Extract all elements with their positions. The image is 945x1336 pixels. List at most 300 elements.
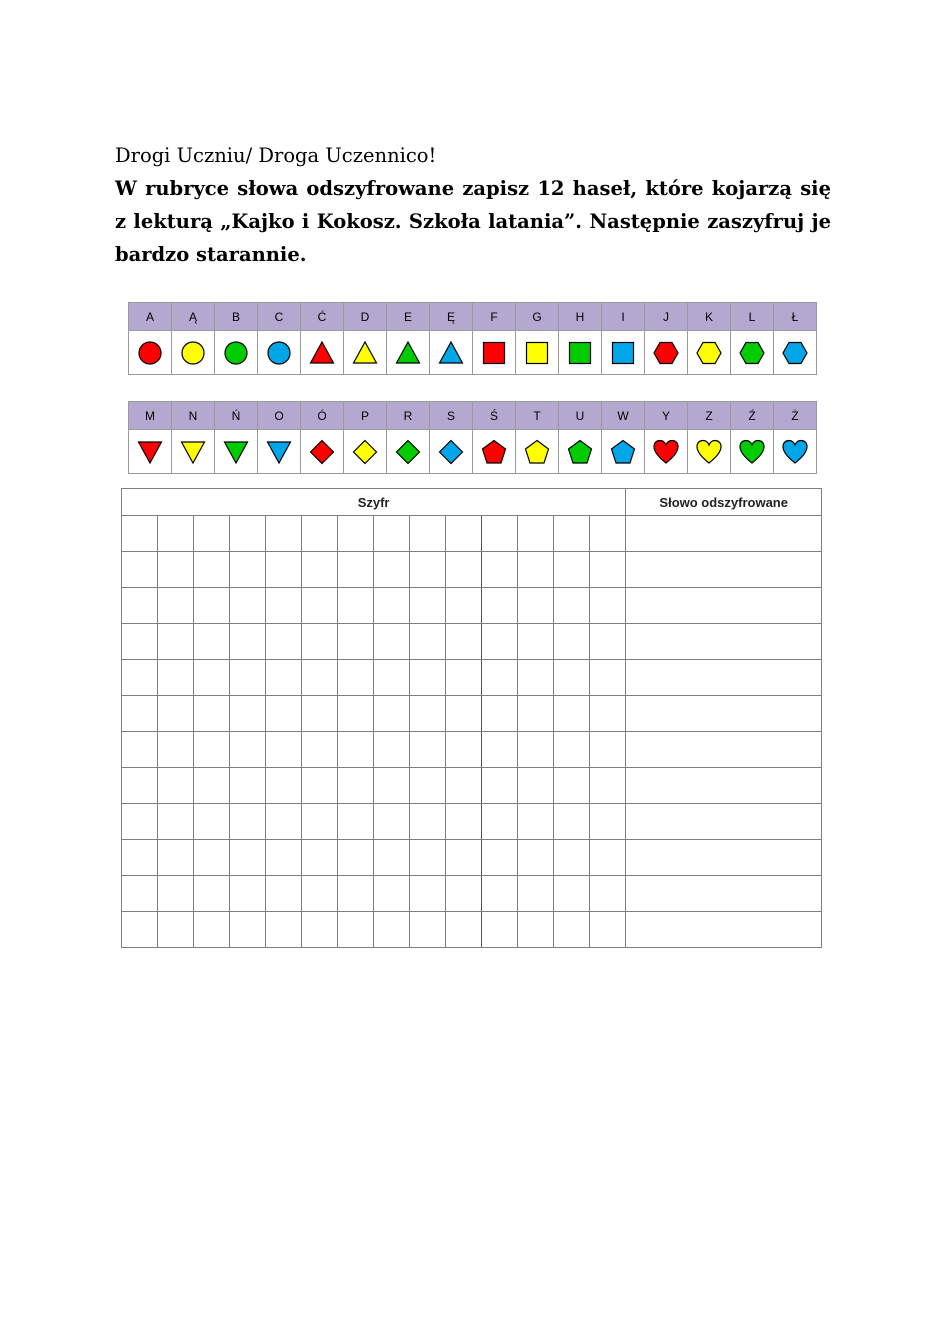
cipher-cell[interactable] <box>122 768 158 804</box>
cipher-cell[interactable] <box>482 876 518 912</box>
key-symbol-cell <box>516 430 559 474</box>
key-symbol-cell <box>172 331 215 375</box>
cipher-cell[interactable] <box>518 552 554 588</box>
cipher-cell[interactable] <box>374 804 410 840</box>
cipher-cell[interactable] <box>158 732 194 768</box>
cipher-cell[interactable] <box>266 552 302 588</box>
cipher-cell[interactable] <box>590 840 626 876</box>
cipher-cell[interactable] <box>122 876 158 912</box>
blue-pentagon-icon <box>610 439 636 465</box>
cipher-cell[interactable] <box>230 660 266 696</box>
cipher-cell[interactable] <box>410 912 446 948</box>
answer-row <box>122 912 822 948</box>
yellow-hexagon-icon <box>696 340 722 366</box>
cipher-cell[interactable] <box>410 768 446 804</box>
cipher-cell[interactable] <box>158 552 194 588</box>
cipher-cell[interactable] <box>338 840 374 876</box>
cipher-cell[interactable] <box>158 516 194 552</box>
cipher-cell[interactable] <box>554 516 590 552</box>
answer-table-header <box>122 489 822 516</box>
cipher-cell[interactable] <box>554 732 590 768</box>
cipher-cell[interactable] <box>374 840 410 876</box>
key-letter-ą: Ą <box>172 303 215 331</box>
cipher-cell[interactable] <box>482 768 518 804</box>
key-letter-c: C <box>258 303 301 331</box>
cipher-cell[interactable] <box>338 912 374 948</box>
cipher-cell[interactable] <box>590 696 626 732</box>
cipher-cell[interactable] <box>518 660 554 696</box>
cipher-cell[interactable] <box>374 552 410 588</box>
cipher-cell[interactable] <box>518 624 554 660</box>
cipher-cell[interactable] <box>194 516 230 552</box>
cipher-cell[interactable] <box>482 840 518 876</box>
cipher-cell[interactable] <box>194 588 230 624</box>
cipher-cell[interactable] <box>302 876 338 912</box>
key-symbol-cell <box>473 331 516 375</box>
cipher-cell[interactable] <box>554 768 590 804</box>
key-letter-b: B <box>215 303 258 331</box>
decoded-word-cell[interactable] <box>626 768 822 804</box>
green-triangle-down-icon <box>223 439 249 465</box>
red-triangle-icon <box>309 340 335 366</box>
cipher-cell[interactable] <box>194 768 230 804</box>
cipher-cell[interactable] <box>158 912 194 948</box>
cipher-cell[interactable] <box>518 696 554 732</box>
yellow-heart-icon <box>696 439 722 465</box>
decoded-word-cell[interactable] <box>626 660 822 696</box>
cipher-cell[interactable] <box>590 660 626 696</box>
blue-heart-icon <box>782 439 808 465</box>
cipher-cell[interactable] <box>446 660 482 696</box>
cipher-cell[interactable] <box>122 552 158 588</box>
cipher-cell[interactable] <box>554 912 590 948</box>
answer-row <box>122 696 822 732</box>
cipher-cell[interactable] <box>158 696 194 732</box>
green-pentagon-icon <box>567 439 593 465</box>
key-letter-ź: Ź <box>731 402 774 430</box>
key-symbol-cell <box>645 331 688 375</box>
cipher-cell[interactable] <box>482 588 518 624</box>
cipher-cell[interactable] <box>554 876 590 912</box>
answer-row <box>122 516 822 552</box>
key-symbol-cell <box>774 430 817 474</box>
cipher-cell[interactable] <box>374 660 410 696</box>
yellow-triangle-down-icon <box>180 439 206 465</box>
greeting: Drogi Uczniu/ Droga Uczennico! <box>115 144 437 167</box>
cipher-cell[interactable] <box>230 588 266 624</box>
cipher-cell[interactable] <box>446 840 482 876</box>
yellow-triangle-icon <box>352 340 378 366</box>
yellow-pentagon-icon <box>524 439 550 465</box>
symbol-row <box>129 430 817 474</box>
key-letter-ę: Ę <box>430 303 473 331</box>
key-letter-h: H <box>559 303 602 331</box>
key-letter-ń: Ń <box>215 402 258 430</box>
key-symbol-cell <box>344 331 387 375</box>
cipher-cell[interactable] <box>158 804 194 840</box>
answer-row <box>122 804 822 840</box>
cipher-cell[interactable] <box>446 588 482 624</box>
cipher-cell[interactable] <box>374 588 410 624</box>
decoded-word-cell[interactable] <box>626 876 822 912</box>
cipher-cell[interactable] <box>446 516 482 552</box>
cipher-cell[interactable] <box>410 732 446 768</box>
cipher-cell[interactable] <box>266 624 302 660</box>
cipher-cell[interactable] <box>374 624 410 660</box>
red-circle-icon <box>137 340 163 366</box>
key-symbol-cell <box>129 331 172 375</box>
cipher-cell[interactable] <box>266 696 302 732</box>
cipher-cell[interactable] <box>266 876 302 912</box>
cipher-cell[interactable] <box>446 732 482 768</box>
letter-row <box>129 303 817 331</box>
key-symbol-cell <box>559 430 602 474</box>
cipher-cell[interactable] <box>446 624 482 660</box>
blue-diamond-icon <box>438 439 464 465</box>
cipher-cell[interactable] <box>194 732 230 768</box>
cipher-cell[interactable] <box>122 588 158 624</box>
cipher-cell[interactable] <box>554 552 590 588</box>
key-symbol-cell <box>301 430 344 474</box>
cipher-cell[interactable] <box>158 768 194 804</box>
answer-row <box>122 876 822 912</box>
cipher-cell[interactable] <box>266 912 302 948</box>
cipher-cell[interactable] <box>410 516 446 552</box>
key-symbol-cell <box>731 430 774 474</box>
cipher-cell[interactable] <box>122 804 158 840</box>
cipher-cell[interactable] <box>410 624 446 660</box>
cipher-cell[interactable] <box>446 876 482 912</box>
cipher-cell[interactable] <box>518 768 554 804</box>
cipher-cell[interactable] <box>554 588 590 624</box>
cipher-cell[interactable] <box>446 552 482 588</box>
cipher-cell[interactable] <box>446 912 482 948</box>
decoded-word-cell[interactable] <box>626 516 822 552</box>
cipher-cell[interactable] <box>446 696 482 732</box>
cipher-cell[interactable] <box>122 840 158 876</box>
cipher-cell[interactable] <box>374 732 410 768</box>
cipher-cell[interactable] <box>410 660 446 696</box>
yellow-diamond-icon <box>352 439 378 465</box>
key-symbol-cell <box>559 331 602 375</box>
key-letter-u: U <box>559 402 602 430</box>
cipher-cell[interactable] <box>338 696 374 732</box>
green-heart-icon <box>739 439 765 465</box>
key-letter-y: Y <box>645 402 688 430</box>
cipher-cell[interactable] <box>482 912 518 948</box>
cipher-cell[interactable] <box>230 516 266 552</box>
cipher-cell[interactable] <box>158 840 194 876</box>
cipher-cell[interactable] <box>410 876 446 912</box>
cipher-cell[interactable] <box>518 804 554 840</box>
cipher-cell[interactable] <box>518 840 554 876</box>
cipher-cell[interactable] <box>302 516 338 552</box>
cipher-cell[interactable] <box>410 804 446 840</box>
green-hexagon-icon <box>739 340 765 366</box>
cipher-cell[interactable] <box>266 588 302 624</box>
cipher-cell[interactable] <box>446 804 482 840</box>
red-heart-icon <box>653 439 679 465</box>
answer-row <box>122 660 822 696</box>
cipher-cell[interactable] <box>302 768 338 804</box>
key-symbol-cell <box>387 331 430 375</box>
cipher-cell[interactable] <box>266 732 302 768</box>
cipher-cell[interactable] <box>194 804 230 840</box>
cipher-cell[interactable] <box>410 840 446 876</box>
key-symbol-cell <box>774 331 817 375</box>
blue-hexagon-icon <box>782 340 808 366</box>
cipher-cell[interactable] <box>194 552 230 588</box>
cipher-key-table-2 <box>128 401 817 474</box>
cipher-cell[interactable] <box>482 624 518 660</box>
cipher-cell[interactable] <box>590 588 626 624</box>
cipher-cell[interactable] <box>410 696 446 732</box>
cipher-cell[interactable] <box>266 840 302 876</box>
key-letter-ó: Ó <box>301 402 344 430</box>
cipher-cell[interactable] <box>518 912 554 948</box>
answer-row <box>122 624 822 660</box>
key-letter-m: M <box>129 402 172 430</box>
answer-row <box>122 768 822 804</box>
answer-row <box>122 840 822 876</box>
cipher-cell[interactable] <box>302 696 338 732</box>
decoded-word-cell[interactable] <box>626 552 822 588</box>
cipher-cell[interactable] <box>230 876 266 912</box>
cipher-cell[interactable] <box>482 552 518 588</box>
key-letter-ż: Ż <box>774 402 817 430</box>
cipher-cell[interactable] <box>230 768 266 804</box>
cipher-answer-table <box>121 488 822 948</box>
cipher-cell[interactable] <box>338 876 374 912</box>
cipher-cell[interactable] <box>230 912 266 948</box>
decoded-word-cell[interactable] <box>626 840 822 876</box>
cipher-cell[interactable] <box>518 876 554 912</box>
cipher-cell[interactable] <box>338 804 374 840</box>
cipher-cell[interactable] <box>590 552 626 588</box>
cipher-cell[interactable] <box>122 516 158 552</box>
key-symbol-cell <box>172 430 215 474</box>
cipher-cell[interactable] <box>122 732 158 768</box>
key-symbol-cell <box>129 430 172 474</box>
decoded-word-cell[interactable] <box>626 696 822 732</box>
cipher-cell[interactable] <box>554 840 590 876</box>
cipher-cell[interactable] <box>482 660 518 696</box>
cipher-cell[interactable] <box>158 876 194 912</box>
key-symbol-cell <box>215 331 258 375</box>
cipher-cell[interactable] <box>266 768 302 804</box>
blue-circle-icon <box>266 340 292 366</box>
green-triangle-icon <box>395 340 421 366</box>
instruction-text: W rubryce słowa odszyfrowane zapisz 12 haseł, które kojarzą się z lekturą „Kajko i Kokosz. Szkoła latania”. Następnie zaszyfruj je bardzo starannie. <box>115 177 831 266</box>
key-symbol-cell <box>731 331 774 375</box>
cipher-cell[interactable] <box>158 588 194 624</box>
key-letter-t: T <box>516 402 559 430</box>
cipher-cell[interactable] <box>122 624 158 660</box>
cipher-cell[interactable] <box>338 768 374 804</box>
key-symbol-cell <box>688 430 731 474</box>
red-diamond-icon <box>309 439 335 465</box>
key-letter-n: N <box>172 402 215 430</box>
cipher-cell[interactable] <box>302 588 338 624</box>
key-letter-ś: Ś <box>473 402 516 430</box>
key-symbol-cell <box>688 331 731 375</box>
answer-row <box>122 552 822 588</box>
decoded-word-cell[interactable] <box>626 588 822 624</box>
decoded-word-cell[interactable] <box>626 732 822 768</box>
cipher-cell[interactable] <box>590 804 626 840</box>
key-symbol-cell <box>602 331 645 375</box>
yellow-circle-icon <box>180 340 206 366</box>
cipher-cell[interactable] <box>266 516 302 552</box>
blue-triangle-icon <box>438 340 464 366</box>
cipher-cell[interactable] <box>230 804 266 840</box>
key-letter-f: F <box>473 303 516 331</box>
cipher-cell[interactable] <box>338 732 374 768</box>
cipher-cell[interactable] <box>338 552 374 588</box>
key-letter-j: J <box>645 303 688 331</box>
symbol-row <box>129 331 817 375</box>
key-letter-ł: Ł <box>774 303 817 331</box>
key-letter-r: R <box>387 402 430 430</box>
cipher-cell[interactable] <box>194 840 230 876</box>
key-symbol-cell <box>430 331 473 375</box>
cipher-cell[interactable] <box>302 804 338 840</box>
key-letter-p: P <box>344 402 387 430</box>
cipher-cell[interactable] <box>554 696 590 732</box>
key-letter-l: L <box>731 303 774 331</box>
key-letter-w: W <box>602 402 645 430</box>
cipher-cell[interactable] <box>158 660 194 696</box>
key-letter-o: O <box>258 402 301 430</box>
cipher-cell[interactable] <box>230 840 266 876</box>
key-symbol-cell <box>258 331 301 375</box>
cipher-cell[interactable] <box>302 912 338 948</box>
answer-row <box>122 588 822 624</box>
cipher-cell[interactable] <box>230 624 266 660</box>
green-square-icon <box>567 340 593 366</box>
cipher-cell[interactable] <box>482 732 518 768</box>
red-triangle-down-icon <box>137 439 163 465</box>
cipher-cell[interactable] <box>122 660 158 696</box>
cipher-cell[interactable] <box>194 912 230 948</box>
green-diamond-icon <box>395 439 421 465</box>
cipher-cell[interactable] <box>590 876 626 912</box>
key-letter-ć: Ć <box>301 303 344 331</box>
decoded-word-cell[interactable] <box>626 624 822 660</box>
cipher-cell[interactable] <box>302 660 338 696</box>
red-square-icon <box>481 340 507 366</box>
instructions <box>115 139 831 271</box>
key-symbol-cell <box>473 430 516 474</box>
cipher-header: Szyfr <box>122 489 626 516</box>
cipher-cell[interactable] <box>554 804 590 840</box>
red-hexagon-icon <box>653 340 679 366</box>
cipher-cell[interactable] <box>590 624 626 660</box>
key-letter-a: A <box>129 303 172 331</box>
key-symbol-cell <box>516 331 559 375</box>
decoded-word-cell[interactable] <box>626 912 822 948</box>
answer-row <box>122 732 822 768</box>
decoded-word-cell[interactable] <box>626 804 822 840</box>
cipher-cell[interactable] <box>338 588 374 624</box>
cipher-cell[interactable] <box>482 516 518 552</box>
cipher-cell[interactable] <box>374 876 410 912</box>
cipher-cell[interactable] <box>410 552 446 588</box>
blue-square-icon <box>610 340 636 366</box>
cipher-cell[interactable] <box>482 696 518 732</box>
cipher-cell[interactable] <box>590 516 626 552</box>
cipher-cell[interactable] <box>302 840 338 876</box>
key-letter-d: D <box>344 303 387 331</box>
cipher-cell[interactable] <box>590 768 626 804</box>
cipher-cell[interactable] <box>338 516 374 552</box>
cipher-cell[interactable] <box>122 696 158 732</box>
cipher-cell[interactable] <box>266 804 302 840</box>
cipher-cell[interactable] <box>554 660 590 696</box>
cipher-cell[interactable] <box>410 588 446 624</box>
cipher-cell[interactable] <box>518 588 554 624</box>
cipher-cell[interactable] <box>302 624 338 660</box>
cipher-cell[interactable] <box>230 732 266 768</box>
cipher-cell[interactable] <box>374 696 410 732</box>
blue-triangle-down-icon <box>266 439 292 465</box>
key-letter-z: Z <box>688 402 731 430</box>
key-symbol-cell <box>258 430 301 474</box>
cipher-cell[interactable] <box>158 624 194 660</box>
cipher-cell[interactable] <box>230 552 266 588</box>
cipher-key-table-1 <box>128 302 817 375</box>
cipher-cell[interactable] <box>482 804 518 840</box>
key-symbol-cell <box>344 430 387 474</box>
cipher-cell[interactable] <box>590 732 626 768</box>
word-header: Słowo odszyfrowane <box>626 489 822 516</box>
cipher-cell[interactable] <box>518 516 554 552</box>
cipher-cell[interactable] <box>374 912 410 948</box>
key-letter-k: K <box>688 303 731 331</box>
key-symbol-cell <box>645 430 688 474</box>
cipher-cell[interactable] <box>194 660 230 696</box>
key-letter-s: S <box>430 402 473 430</box>
cipher-cell[interactable] <box>194 624 230 660</box>
yellow-square-icon <box>524 340 550 366</box>
key-letter-g: G <box>516 303 559 331</box>
key-letter-i: I <box>602 303 645 331</box>
cipher-cell[interactable] <box>338 660 374 696</box>
cipher-cell[interactable] <box>338 624 374 660</box>
cipher-cell[interactable] <box>518 732 554 768</box>
cipher-cell[interactable] <box>266 660 302 696</box>
cipher-cell[interactable] <box>374 516 410 552</box>
cipher-cell[interactable] <box>122 912 158 948</box>
cipher-cell[interactable] <box>302 552 338 588</box>
green-circle-icon <box>223 340 249 366</box>
cipher-cell[interactable] <box>554 624 590 660</box>
key-symbol-cell <box>602 430 645 474</box>
cipher-cell[interactable] <box>230 696 266 732</box>
key-letter-e: E <box>387 303 430 331</box>
cipher-cell[interactable] <box>590 912 626 948</box>
cipher-cell[interactable] <box>374 768 410 804</box>
cipher-cell[interactable] <box>194 696 230 732</box>
red-pentagon-icon <box>481 439 507 465</box>
key-symbol-cell <box>301 331 344 375</box>
cipher-cell[interactable] <box>194 876 230 912</box>
cipher-cell[interactable] <box>302 732 338 768</box>
key-symbol-cell <box>430 430 473 474</box>
key-symbol-cell <box>215 430 258 474</box>
cipher-cell[interactable] <box>446 768 482 804</box>
letter-row <box>129 402 817 430</box>
